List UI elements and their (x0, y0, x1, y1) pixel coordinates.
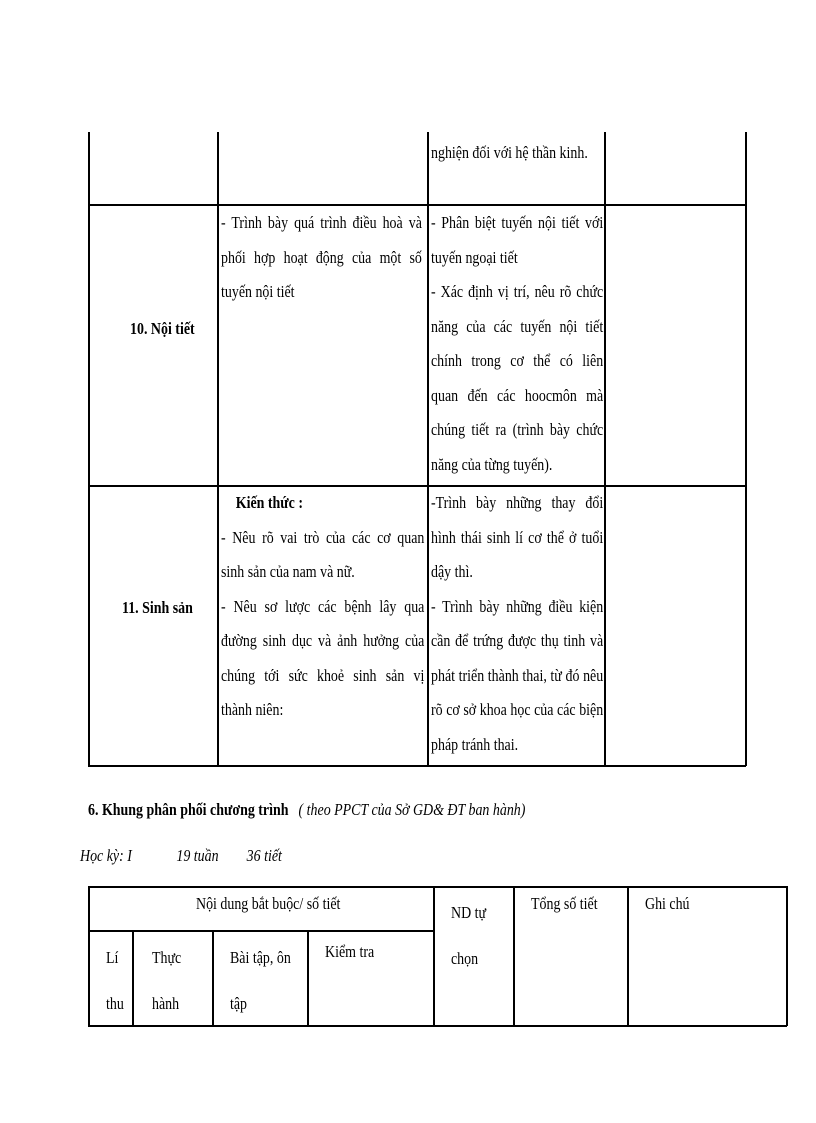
sinh-san-knowledge (221, 486, 424, 728)
term-info (80, 846, 282, 866)
kien-thuc-heading: Kiến thức : (235, 493, 303, 512)
thuc-hanh-line1: Thực (152, 948, 182, 967)
section-6-subtitle: ( theo PPCT của Sở GD& ĐT ban hành) (298, 800, 526, 819)
bai-tap-line1: Bài tập, ôn (230, 948, 291, 967)
header-nd-tu-chon (451, 890, 486, 982)
header-thuc-hanh (152, 935, 181, 1027)
header-bai-tap (230, 935, 291, 1027)
prev-row-text: nghiện đối với hệ thần kinh. (431, 143, 588, 162)
header-kiem-tra: Kiểm tra (325, 942, 375, 961)
weeks-label: 19 tuần (176, 846, 219, 865)
noi-tiet-requirement-text: - Trình bày quá trình điều hoà và phối hợp hoạt động của một số tuyến nội tiết (221, 213, 422, 301)
sinh-san-skill-2: - Trình bày những điều kiện cần để trứng được thụ tinh và phát triển thành thai, từ đó nêu rõ cơ sở khoa học của các biện pháp tránh thai. (431, 596, 604, 754)
header-li-thu (106, 935, 124, 1027)
header-noi-dung-bat-buoc: Nội dung bắt buộc/ số tiết (196, 894, 341, 913)
noi-tiet-skills (431, 206, 603, 482)
section-6-title: 6. Khung phân phối chương trình (88, 800, 289, 819)
noi-tiet-skill-1: - Phân biệt tuyến nội tiết với tuyến ngoại tiết (431, 213, 604, 267)
li-thu-line2: thu (106, 994, 124, 1013)
sinh-san-skills (431, 486, 603, 762)
sinh-san-knowledge-1: - Nêu rõ vai trò của các cơ quan sinh sản của nam và nữ. (221, 527, 425, 581)
topic-sinh-san: 11. Sinh sản (122, 598, 193, 617)
sinh-san-knowledge-2: - Nêu sơ lược các bệnh lây qua đường sinh dục và ảnh hưởng của chúng tới sức khoẻ sinh sản vị thành niên: (221, 596, 425, 719)
bai-tap-line2: tập (230, 994, 248, 1013)
periods-label: 36 tiết (246, 846, 282, 865)
section-6-heading (88, 800, 525, 820)
header-ghi-chu: Ghi chú (645, 894, 690, 913)
sinh-san-skill-1: -Trình bày những thay đổi hình thái sinh lí cơ thể ở tuổi dậy thì. (431, 493, 604, 581)
nd-tu-chon-line2: chọn (451, 949, 479, 968)
topic-noi-tiet: 10. Nội tiết (130, 319, 195, 338)
thuc-hanh-line2: hành (152, 994, 180, 1013)
nd-tu-chon-line1: ND tự (451, 903, 487, 922)
header-tong-so-tiet: Tổng số tiết (531, 894, 598, 913)
term-label: Học kỳ: I (80, 846, 132, 865)
noi-tiet-skill-2: - Xác định vị trí, nêu rõ chức năng của các tuyến nội tiết chính trong cơ thể có liên quan đến các hoocmôn mà chúng tiết ra (trình bày chức năng của từng tuyến). (431, 282, 604, 474)
li-thu-line1: Lí (106, 948, 119, 967)
